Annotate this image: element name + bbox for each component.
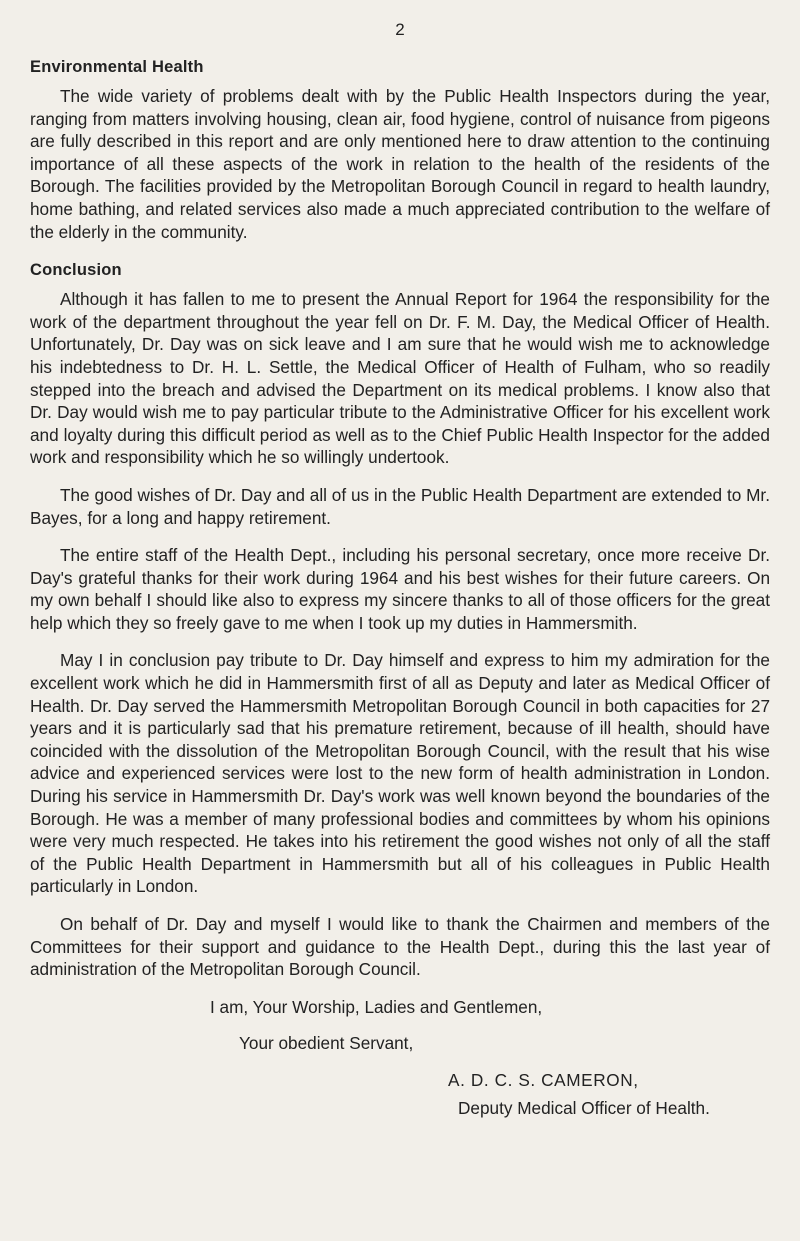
signatory-title: Deputy Medical Officer of Health. bbox=[458, 1097, 710, 1118]
environmental-health-section bbox=[30, 58, 770, 243]
paragraph: The wide variety of problems dealt with by the Public Health Inspectors during the year, ranging from matters involving housing, clean air, food hygiene, control of nuisance from pigeons are fully described in this report and are only mentioned here to draw attention to the continuing importance of all these aspects of the work in relation to the health of the residents of the Borough. The facilities provided by the Metropolitan Borough Council in regard to health laundry, home bathing, and related services also made a much appreciated contribution to the welfare of the elderly in the community. bbox=[30, 86, 770, 242]
section-heading-environmental-health: Environmental Health bbox=[30, 58, 204, 76]
paragraph: Although it has fallen to me to present the Annual Report for 1964 the responsibility for the work of the department throughout the year fell on Dr. F. M. Day, the Medical Officer of Health. Unfortunately, Dr. Day was on sick leave and I am sure that he would wish me to acknowledge his indebtedness to Dr. H. L. Settle, the Medical Officer of Health of Fulham, who so readily stepped into the breach and advised the Department on its medical problems. I know also that Dr. Day would wish me to pay particular tribute to the Administrative Officer for his excellent work and loyalty during this difficult period as well as to the Chief Public Health Inspector for the added work and responsibility which he so willingly undertook. bbox=[30, 289, 770, 468]
letter-closing bbox=[30, 996, 770, 1119]
signatory-name: A. D. C. S. CAMERON, bbox=[448, 1069, 639, 1090]
paragraph: May I in conclusion pay tribute to Dr. Day himself and express to him my admiration for the excellent work which he did in Hammersmith first of all as Deputy and later as Medical Officer of Health. Dr. Day served the Hammersmith Metropolitan Borough Council in both capacities for 27 years and it is particularly sad that his premature retirement, because of ill health, should have coincided with the dissolution of the Metropolitan Borough Council, with the result that his wise advice and experienced services were lost to the new form of health administration in London. During his service in Hammersmith Dr. Day's work was well known beyond the boundaries of the Borough. He was a member of many professional bodies and committees by whom his opinions were very much respected. He takes into his retirement the good wishes not only of all the staff of the Public Health Department in Hammersmith but all of his colleagues in Public Health particularly in London. bbox=[30, 650, 770, 897]
conclusion-section bbox=[30, 261, 770, 981]
report-body bbox=[30, 58, 770, 1119]
closing-salutation: I am, Your Worship, Ladies and Gentlemen, bbox=[210, 996, 543, 1017]
section-heading-conclusion: Conclusion bbox=[30, 261, 122, 280]
paragraph: The good wishes of Dr. Day and all of us in the Public Health Department are extended to Mr. Bayes, for a long and happy retirement. bbox=[30, 484, 770, 528]
page-number: 2 bbox=[395, 20, 405, 39]
closing-valediction: Your obedient Servant, bbox=[239, 1032, 414, 1053]
paragraph: On behalf of Dr. Day and myself I would like to thank the Chairmen and members of the Committees for their support and guidance to the Health Dept., during this the last year of administration of the Metropolitan Borough Council. bbox=[30, 914, 770, 980]
paragraph: The entire staff of the Health Dept., including his personal secretary, once more receive Dr. Day's grateful thanks for their work during 1964 and his best wishes for their future careers. On my own behalf I should like also to express my sincere thanks to all of those officers for the great help which they so freely gave to me when I took up my duties in Hammersmith. bbox=[30, 545, 770, 633]
